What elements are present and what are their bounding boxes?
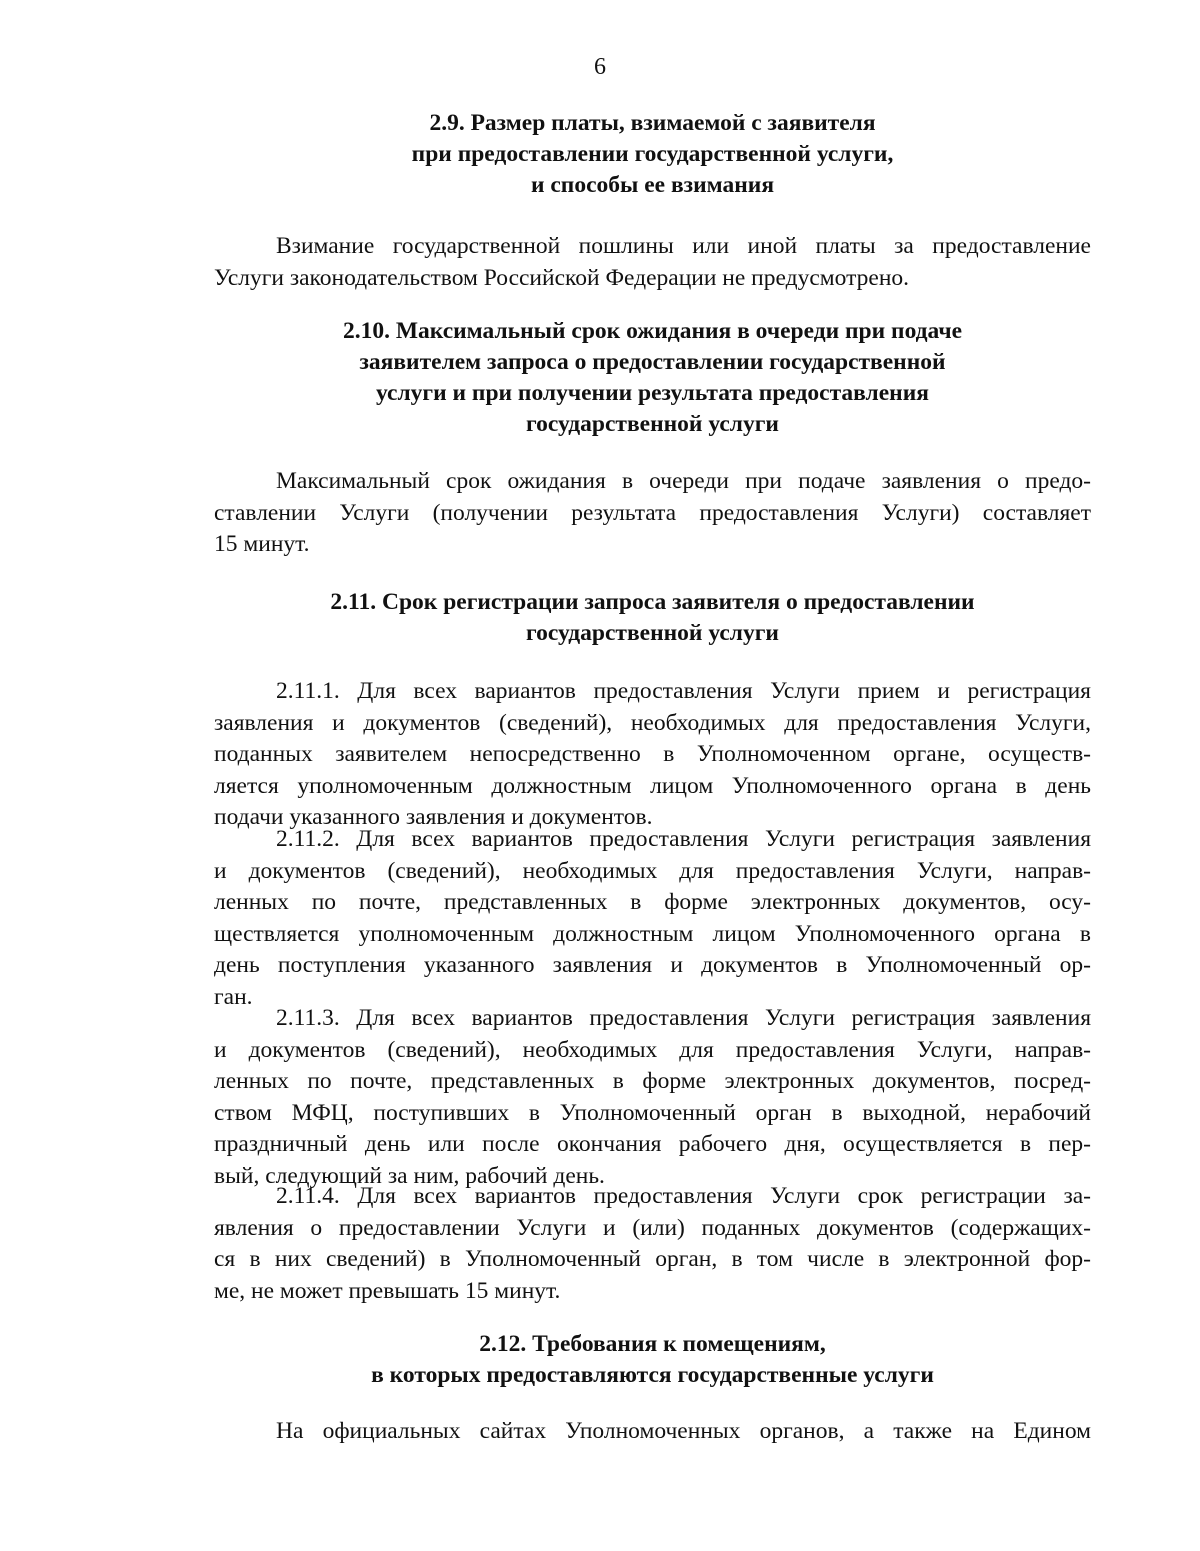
- paragraph-line: явления о предоставлении Услуги и (или) поданных документов (содержащих-: [214, 1214, 1091, 1241]
- paragraph-line: ляется уполномоченным должностным лицом Уполномоченного органа в день: [214, 772, 1091, 799]
- paragraph-line: 2.11.3. Для всех вариантов предоставления Услуги регистрация заявления: [276, 1005, 1091, 1031]
- paragraph-line: день поступления указанного заявления и документов в Уполномоченный ор-: [214, 952, 1091, 979]
- page-number: 6: [594, 54, 606, 80]
- paragraph-line: 2.11.2. Для всех вариантов предоставления Услуги регистрация заявления: [276, 826, 1091, 852]
- paragraph-line: ме, не может превышать 15 минут.: [214, 1277, 561, 1304]
- paragraph-line: ством МФЦ, поступивших в Уполномоченный орган в выходной, нерабочий: [214, 1099, 1091, 1126]
- paragraph-line: Взимание государственной пошлины или иной платы за предоставление: [276, 233, 1091, 259]
- section-heading-2-10: [214, 316, 1091, 440]
- paragraph-line: ся в них сведений) в Уполномоченный орган, в том числе в электронной фор-: [214, 1246, 1091, 1273]
- heading-line: государственной услуги: [526, 411, 779, 437]
- paragraph-2-11-2: [214, 824, 1091, 1014]
- paragraph-line: заявления и документов (сведений), необходимых для предоставления Услуги,: [214, 709, 1091, 736]
- paragraph-line: и документов (сведений), необходимых для предоставления Услуги, направ-: [214, 1036, 1091, 1063]
- paragraph-line: 2.11.1. Для всех вариантов предоставления Услуги прием и регистрация: [276, 678, 1091, 704]
- paragraph-line: ществляется уполномоченным должностным лицом Уполномоченного органа в: [214, 920, 1091, 947]
- paragraph-2-11-1: [214, 676, 1091, 834]
- paragraph-line: На официальных сайтах Уполномоченных органов, а также на Едином: [276, 1418, 1091, 1444]
- paragraph-line: ленных по почте, представленных в форме электронных документов, осу-: [214, 889, 1091, 916]
- heading-line: 2.12. Требования к помещениям,: [479, 1331, 826, 1357]
- paragraph-line: праздничный день или после окончания рабочего дня, осуществляется в пер-: [214, 1131, 1091, 1158]
- heading-line: 2.9. Размер платы, взимаемой с заявителя: [429, 110, 876, 136]
- heading-line: и способы ее взимания: [530, 172, 775, 198]
- section-2-10-paragraph: [214, 466, 1091, 561]
- section-heading-2-11: [214, 587, 1091, 649]
- section-heading-2-9: [214, 108, 1091, 201]
- paragraph-line: ставлении Услуги (получении результата предоставления Услуги) составляет: [214, 499, 1091, 526]
- heading-line: заявителем запроса о предоставлении государственной: [359, 349, 946, 375]
- heading-line: 2.10. Максимальный срок ожидания в очереди при подаче: [342, 318, 963, 344]
- paragraph-line: 15 минут.: [214, 531, 310, 558]
- paragraph-line: 2.11.4. Для всех вариантов предоставления Услуги срок регистрации за-: [276, 1183, 1091, 1209]
- section-2-9-paragraph: [214, 231, 1091, 294]
- paragraph-line: Услуги законодательством Российской Федерации не предусмотрено.: [214, 264, 910, 291]
- paragraph-line: подачи указанного заявления и документов.: [214, 804, 653, 831]
- heading-line: при предоставлении государственной услуги,: [411, 141, 894, 167]
- paragraph-line: и документов (сведений), необходимых для предоставления Услуги, направ-: [214, 857, 1091, 884]
- section-heading-2-12: [214, 1329, 1091, 1391]
- paragraph-line: поданных заявителем непосредственно в Уполномоченном органе, осуществ-: [214, 741, 1091, 768]
- heading-line: услуги и при получении результата предоставления: [376, 380, 929, 406]
- heading-line: в которых предоставляются государственные услуги: [371, 1362, 934, 1388]
- paragraph-line: ленных по почте, представленных в форме электронных документов, посред-: [214, 1068, 1091, 1095]
- heading-line: государственной услуги: [526, 620, 779, 646]
- paragraph-line: ган.: [214, 983, 253, 1010]
- paragraph-2-11-4: [214, 1181, 1091, 1307]
- heading-line: 2.11. Срок регистрации запроса заявителя о предоставлении: [330, 589, 975, 615]
- paragraph-line: вый, следующий за ним, рабочий день.: [214, 1162, 605, 1189]
- section-2-12-paragraph: [214, 1416, 1091, 1448]
- paragraph-2-11-3: [214, 1003, 1091, 1193]
- paragraph-line: Максимальный срок ожидания в очереди при подаче заявления о предо-: [276, 468, 1091, 494]
